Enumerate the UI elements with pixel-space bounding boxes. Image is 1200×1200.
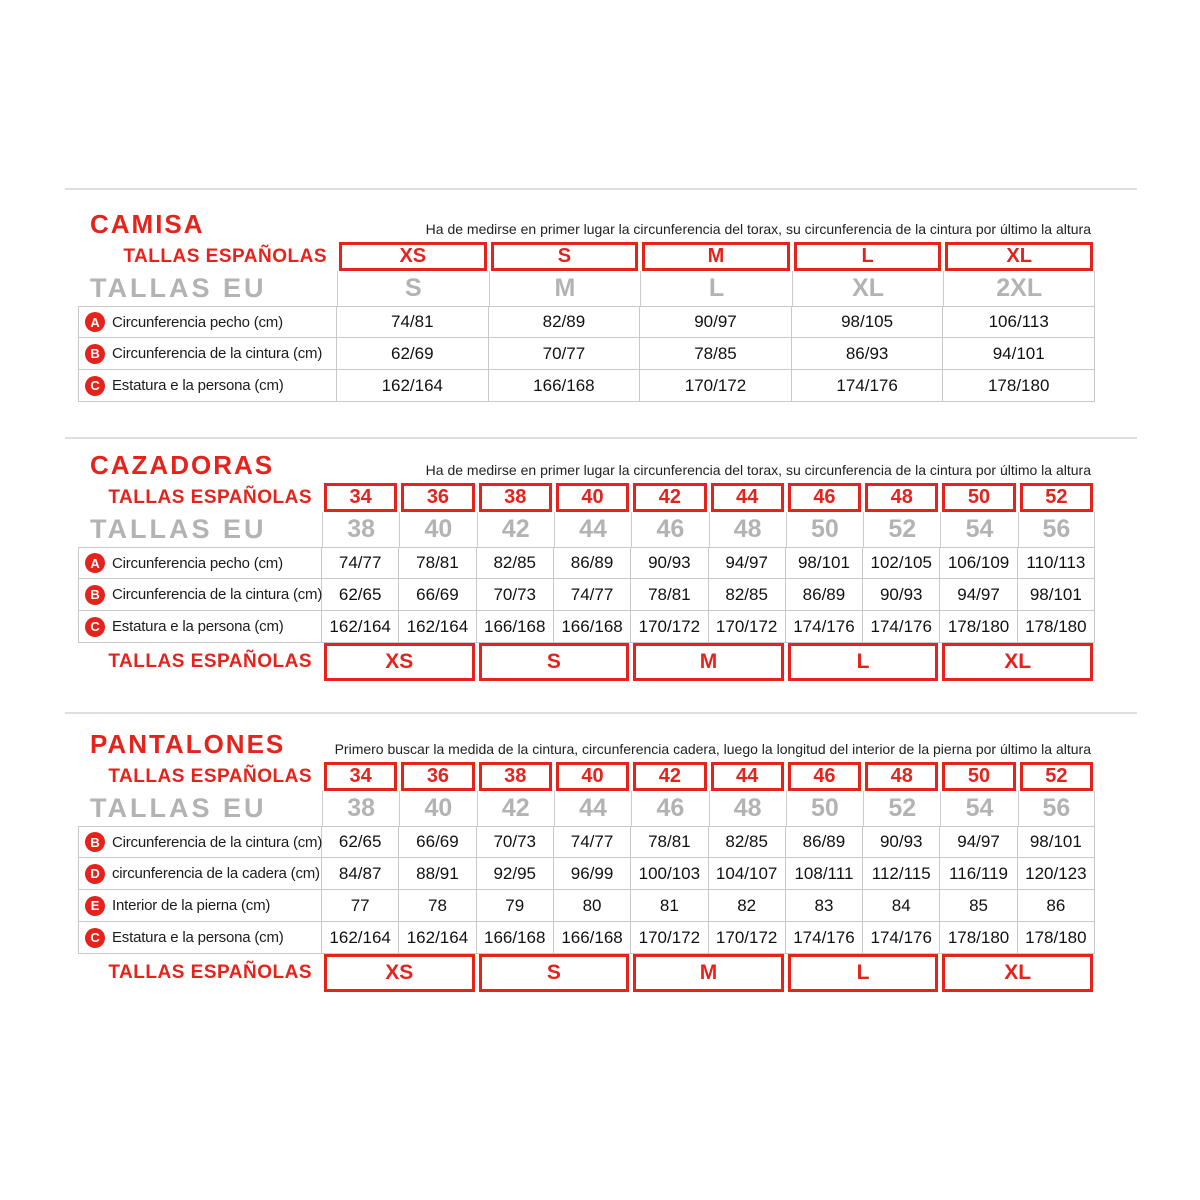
measure-value-cell: 86 [1018,890,1095,922]
measure-value-cell: 96/99 [554,858,631,890]
measure-value-cell: 78/81 [399,547,476,579]
spanish-sizes-label: TALLAS ESPAÑOLAS [108,765,312,787]
pantalones-section [65,712,1137,992]
measure-row-label [78,370,337,402]
measure-value-cell: 70/77 [489,338,641,370]
pantalones-size-table [78,762,1095,992]
measure-label-text: Circunferencia de la cintura (cm) [112,833,323,851]
measure-value-cell: 86/89 [554,547,631,579]
spanish-size-group-cell: XL [942,643,1093,681]
measure-value-cell: 62/65 [322,826,399,858]
spanish-size-cell: L [794,242,942,271]
measure-row-label [78,579,322,611]
measure-value-cell: 106/109 [940,547,1017,579]
section-note-camisa: Ha de medirse en primer lugar la circunferencia del torax, su circunferencia de la cintura por último la altura [425,220,1091,237]
measure-value-cell: 174/176 [786,922,863,954]
measure-value-cell: 90/93 [631,547,708,579]
measure-value-cell: 106/113 [943,306,1095,338]
spanish-size-cell: 36 [401,762,474,791]
eu-sizes-label: TALLAS EU [90,793,267,823]
eu-size-cell: 38 [322,791,399,826]
measure-value-cell: 162/164 [337,370,489,402]
measure-value-cell: 92/95 [477,858,554,890]
measure-value-cell: 74/77 [322,547,399,579]
measure-value-cell: 178/180 [940,922,1017,954]
camisa-size-table [78,242,1095,402]
spanish-size-cell: 38 [479,483,552,512]
spanish-size-cell: 46 [788,483,861,512]
measure-value-cell: 81 [631,890,708,922]
eu-size-cell: 54 [940,512,1017,547]
measure-value-cell: 162/164 [322,611,399,643]
measure-value-cell: 90/97 [640,306,792,338]
measure-row-label [78,306,337,338]
eu-size-cell: 52 [863,791,940,826]
measure-value-cell: 86/93 [792,338,944,370]
measure-row-label [78,826,322,858]
measure-value-cell: 166/168 [554,611,631,643]
eu-size-cell: 38 [322,512,399,547]
measure-badge-b-icon: B [85,832,105,852]
measure-row-label [78,338,337,370]
spanish-size-group-cell: L [788,643,939,681]
eu-size-cell: 50 [786,512,863,547]
measure-badge-d-icon: D [85,864,105,884]
measure-value-cell: 70/73 [477,826,554,858]
spanish-sizes-footer-label: TALLAS ESPAÑOLAS [108,962,312,983]
spanish-size-cell: 50 [942,762,1015,791]
spanish-size-group-cell: M [633,954,784,992]
measure-value-cell: 120/123 [1018,858,1095,890]
spanish-size-cell: 34 [324,483,397,512]
spanish-size-cell: 50 [942,483,1015,512]
measure-value-cell: 79 [477,890,554,922]
eu-size-cell: 44 [554,791,631,826]
measure-value-cell: 74/81 [337,306,489,338]
measure-badge-c-icon: C [85,928,105,948]
measure-value-cell: 174/176 [863,611,940,643]
spanish-size-cell: 52 [1020,483,1093,512]
eu-size-cell: L [640,271,792,306]
measure-row-label [78,922,322,954]
spanish-size-cell: XS [339,242,487,271]
measure-value-cell: 98/105 [792,306,944,338]
spanish-size-group-cell: S [479,643,630,681]
measure-value-cell: 166/168 [477,611,554,643]
camisa-section-header [65,190,1137,242]
eu-size-cell: 42 [477,512,554,547]
spanish-size-cell: 40 [556,483,629,512]
spanish-size-group-cell: XL [942,954,1093,992]
spanish-size-group-cell: XS [324,643,475,681]
measure-value-cell: 174/176 [786,611,863,643]
spanish-sizes-label: TALLAS ESPAÑOLAS [108,486,312,508]
measure-value-cell: 94/97 [709,547,786,579]
measure-value-cell: 84 [863,890,940,922]
spanish-size-cell: 38 [479,762,552,791]
measure-label-text: Estatura e la persona (cm) [112,929,284,946]
measure-value-cell: 66/69 [399,579,476,611]
spanish-size-cell: 42 [633,762,706,791]
measure-label-text: circunferencia de la cadera (cm) [112,865,320,882]
spanish-size-cell: M [642,242,790,271]
eu-size-cell: 48 [709,791,786,826]
section-title-pantalones: PANTALONES [90,729,286,759]
measure-value-cell: 112/115 [863,858,940,890]
section-title-camisa: CAMISA [90,209,205,239]
measure-value-cell: 100/103 [631,858,708,890]
cazadoras-section-header [65,439,1137,483]
measure-row-label [78,890,322,922]
measure-value-cell: 162/164 [322,922,399,954]
measure-value-cell: 90/93 [863,579,940,611]
measure-value-cell: 84/87 [322,858,399,890]
measure-value-cell: 82/85 [477,547,554,579]
eu-size-cell: 52 [863,512,940,547]
eu-size-cell: 40 [399,791,476,826]
measure-label-text: Estatura e la persona (cm) [112,377,284,394]
eu-size-cell: 40 [399,512,476,547]
measure-value-cell: 94/101 [943,338,1095,370]
measure-label-text: Interior de la pierna (cm) [112,897,271,914]
measure-value-cell: 170/172 [709,922,786,954]
spanish-size-group-cell: S [479,954,630,992]
measure-value-cell: 98/101 [1018,579,1095,611]
measure-value-cell: 78 [399,890,476,922]
measure-value-cell: 102/105 [863,547,940,579]
spanish-sizes-footer-label: TALLAS ESPAÑOLAS [108,651,312,672]
spanish-size-cell: 46 [788,762,861,791]
measure-value-cell: 166/168 [477,922,554,954]
measure-badge-a-icon: A [85,312,105,332]
measure-value-cell: 62/65 [322,579,399,611]
eu-size-cell: XL [792,271,944,306]
eu-size-cell: S [337,271,489,306]
measure-value-cell: 86/89 [786,826,863,858]
spanish-size-cell: 40 [556,762,629,791]
measure-value-cell: 82/85 [709,826,786,858]
measure-label-text: Circunferencia de la cintura (cm) [112,345,323,362]
measure-label-text: Estatura e la persona (cm) [112,618,284,635]
eu-size-cell: 46 [631,791,708,826]
eu-sizes-label: TALLAS EU [90,273,267,303]
eu-size-cell: 56 [1018,512,1095,547]
pantalones-section-header [65,714,1137,762]
cazadoras-size-table [78,483,1095,681]
eu-sizes-label: TALLAS EU [90,514,267,544]
measure-row-label [78,611,322,643]
measure-badge-b-icon: B [85,344,105,364]
spanish-size-group-cell: M [633,643,784,681]
measure-value-cell: 88/91 [399,858,476,890]
measure-value-cell: 77 [322,890,399,922]
measure-value-cell: 178/180 [943,370,1095,402]
eu-size-cell: 44 [554,512,631,547]
measure-row-label [78,858,322,890]
measure-badge-b-icon: B [85,585,105,605]
eu-size-cell: 2XL [943,271,1095,306]
measure-value-cell: 108/111 [786,858,863,890]
measure-value-cell: 82 [709,890,786,922]
measure-label-text: Circunferencia pecho (cm) [112,554,283,572]
section-note-cazadoras: Ha de medirse en primer lugar la circunferencia del torax, su circunferencia de la cintura por último la altura [425,461,1091,478]
eu-size-cell: 48 [709,512,786,547]
spanish-size-cell: 44 [711,762,784,791]
measure-value-cell: 82/89 [489,306,641,338]
measure-badge-a-icon: A [85,553,105,573]
measure-badge-c-icon: C [85,617,105,637]
spanish-size-group-cell: L [788,954,939,992]
measure-value-cell: 94/97 [940,826,1017,858]
spanish-size-cell: 42 [633,483,706,512]
camisa-section [65,188,1137,402]
measure-value-cell: 98/101 [786,547,863,579]
spanish-size-cell: 34 [324,762,397,791]
spanish-size-cell: 36 [401,483,474,512]
measure-value-cell: 78/85 [640,338,792,370]
measure-value-cell: 170/172 [640,370,792,402]
measure-value-cell: 98/101 [1018,826,1095,858]
eu-size-cell: 42 [477,791,554,826]
measure-value-cell: 178/180 [940,611,1017,643]
measure-badge-e-icon: E [85,896,105,916]
cazadoras-section [65,437,1137,681]
measure-value-cell: 90/93 [863,826,940,858]
measure-value-cell: 174/176 [792,370,944,402]
eu-size-cell: 54 [940,791,1017,826]
measure-value-cell: 104/107 [709,858,786,890]
eu-size-cell: 50 [786,791,863,826]
measure-value-cell: 82/85 [709,579,786,611]
measure-value-cell: 170/172 [631,611,708,643]
spanish-size-cell: 44 [711,483,784,512]
measure-value-cell: 78/81 [631,826,708,858]
measure-value-cell: 178/180 [1018,611,1095,643]
measure-value-cell: 166/168 [554,922,631,954]
measure-value-cell: 78/81 [631,579,708,611]
measure-value-cell: 86/89 [786,579,863,611]
eu-size-cell: M [489,271,641,306]
measure-value-cell: 83 [786,890,863,922]
spanish-size-cell: XL [945,242,1093,271]
measure-badge-c-icon: C [85,376,105,396]
measure-row-label [78,547,322,579]
measure-value-cell: 174/176 [863,922,940,954]
measure-label-text: Circunferencia de la cintura (cm) [112,586,323,603]
measure-value-cell: 178/180 [1018,922,1095,954]
measure-value-cell: 94/97 [940,579,1017,611]
measure-value-cell: 170/172 [709,611,786,643]
measure-value-cell: 116/119 [940,858,1017,890]
measure-value-cell: 85 [940,890,1017,922]
eu-size-cell: 56 [1018,791,1095,826]
measure-value-cell: 74/77 [554,826,631,858]
spanish-size-group-cell: XS [324,954,475,992]
eu-size-cell: 46 [631,512,708,547]
measure-value-cell: 62/69 [337,338,489,370]
spanish-size-cell: 48 [865,483,938,512]
section-note-pantalones: Primero buscar la medida de la cintura, circunferencia cadera, luego la longitud del interior de la pierna por último la altura [334,740,1091,757]
spanish-size-cell: S [491,242,639,271]
measure-value-cell: 80 [554,890,631,922]
measure-value-cell: 170/172 [631,922,708,954]
section-title-cazadoras: CAZADORAS [90,450,275,480]
spanish-sizes-label: TALLAS ESPAÑOLAS [123,245,327,267]
measure-label-text: Circunferencia pecho (cm) [112,313,283,331]
spanish-size-cell: 52 [1020,762,1093,791]
measure-value-cell: 162/164 [399,611,476,643]
measure-value-cell: 66/69 [399,826,476,858]
measure-value-cell: 110/113 [1018,547,1095,579]
measure-value-cell: 166/168 [489,370,641,402]
measure-value-cell: 74/77 [554,579,631,611]
measure-value-cell: 162/164 [399,922,476,954]
measure-value-cell: 70/73 [477,579,554,611]
spanish-size-cell: 48 [865,762,938,791]
